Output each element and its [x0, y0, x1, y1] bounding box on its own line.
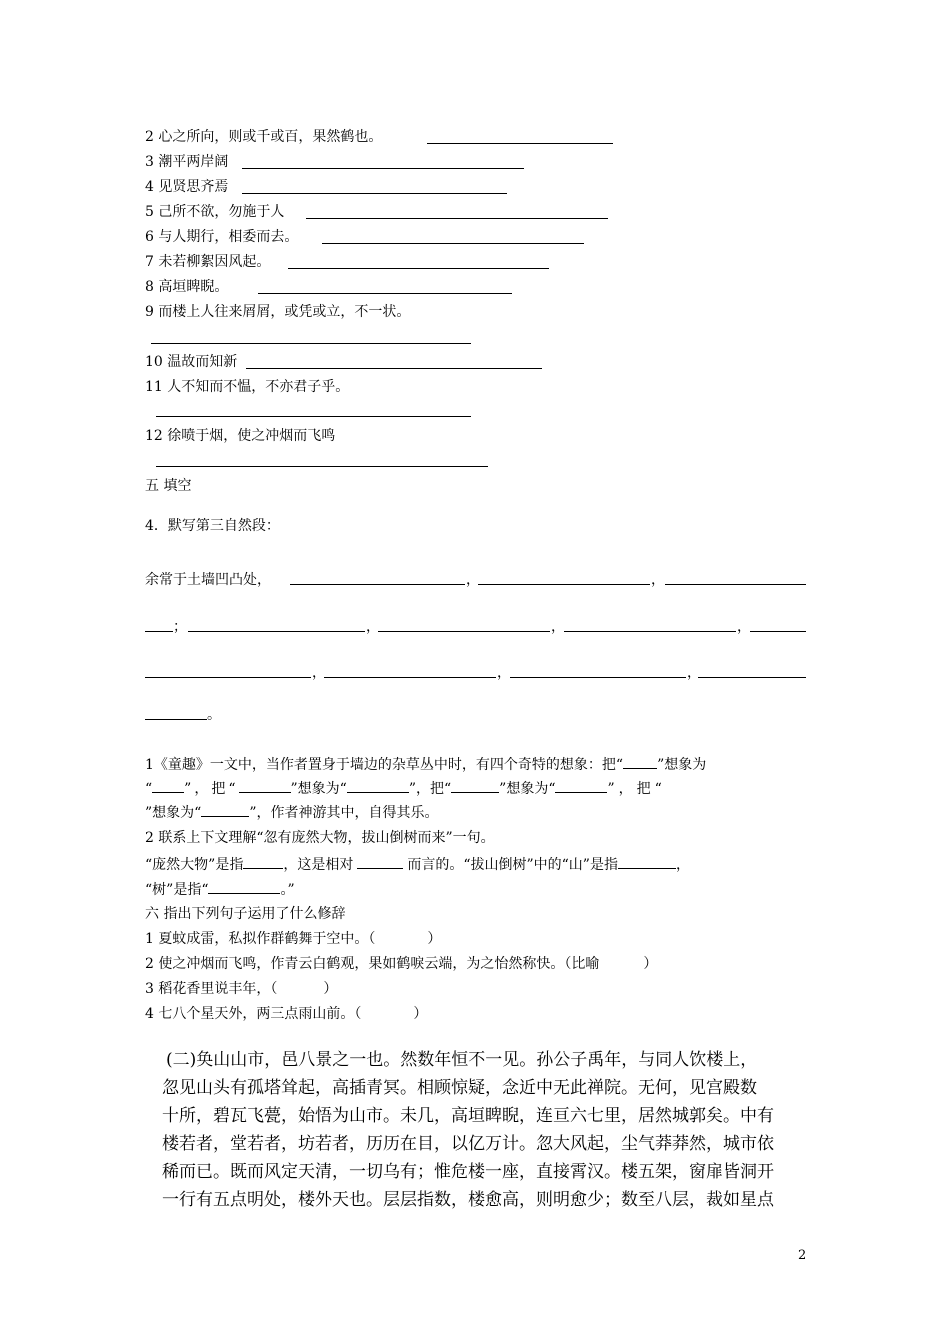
text: ”想象为“: [499, 781, 556, 797]
item-text: 12 徐喷于烟，使之冲烟而飞鸣: [145, 428, 336, 444]
text: 4 七八个星天外，两三点雨山前。（: [145, 1006, 362, 1022]
rhetoric-answer[interactable]: 比喻: [571, 956, 600, 972]
translate-item-12: [145, 426, 335, 446]
dictation-blank[interactable]: [324, 677, 496, 678]
answer-line[interactable]: [156, 416, 471, 417]
translate-item-6: [145, 227, 298, 247]
text: ）: [323, 981, 338, 997]
text: ”，把“: [607, 781, 666, 797]
answer-line[interactable]: [246, 368, 542, 369]
section-6-title: 六 指出下列句子运用了什么修辞: [145, 906, 346, 922]
fill-blank[interactable]: [239, 778, 291, 793]
rhetoric-item-2: [145, 954, 657, 974]
fill-blank[interactable]: [152, 778, 184, 793]
comma: ，: [651, 572, 665, 588]
text: 1《童趣》一文中，当作者置身于墙边的杂草丛中时，有四个奇特的想象：把“: [145, 757, 624, 773]
text: ）: [643, 956, 658, 972]
dictation-blank[interactable]: [145, 719, 207, 720]
dictation-blank[interactable]: [698, 677, 806, 678]
rhetoric-item-4: [145, 1004, 427, 1024]
text: ）: [427, 931, 442, 947]
item-text: 4 见贤思齐焉: [145, 179, 229, 195]
item-text: 2 心之所向，则或千或百，果然鹤也。: [145, 129, 383, 145]
translate-item-11: [145, 377, 349, 397]
translate-item-2: [145, 127, 382, 147]
answer-line[interactable]: [322, 243, 584, 244]
fill-blank[interactable]: [243, 854, 283, 869]
dictation-blank[interactable]: [145, 631, 173, 632]
answer-line[interactable]: [151, 343, 471, 344]
text: ，: [675, 857, 690, 873]
answer-line[interactable]: [258, 293, 512, 294]
text: ，这是相对: [283, 857, 354, 873]
dictation-blank[interactable]: [665, 584, 806, 585]
passage-line-5: 稀而已。既而风定天清，一切乌有；惟危楼一座，直接霄汉。楼五架，窗扉皆洞开: [162, 1162, 774, 1182]
text: ”，作者神游其中，自得其乐。: [249, 805, 439, 821]
text: 3 稻花香里说丰年，（: [145, 981, 278, 997]
item-text: 9 而楼上人往来屑屑，或凭或立，不一状。: [145, 304, 411, 320]
comma: ，: [366, 619, 380, 635]
comma: ，: [312, 665, 326, 681]
fill-blank[interactable]: [347, 778, 409, 793]
text: ”想象为“: [145, 805, 202, 821]
comma: ，: [551, 619, 565, 635]
fill-blank[interactable]: [623, 754, 657, 769]
translate-item-7: [145, 252, 270, 272]
dictation-blank[interactable]: [145, 677, 311, 678]
fill-q2-line-3: [145, 879, 295, 900]
text: ）: [413, 1006, 428, 1022]
dictation-blank[interactable]: [564, 631, 736, 632]
comma: ，: [687, 665, 701, 681]
text: “树”是指“: [145, 882, 209, 898]
item-text: 5 己所不欲，勿施于人: [145, 204, 285, 220]
dictation-prompt: 4．默写第三自然段：: [145, 518, 280, 534]
dictation-blank[interactable]: [510, 677, 686, 678]
text: ”想象为: [657, 757, 707, 773]
text: ”，把“: [184, 781, 239, 797]
translate-item-4: [145, 177, 228, 197]
item-text: 6 与人期行，相委而去。: [145, 229, 299, 245]
answer-line[interactable]: [288, 268, 549, 269]
dictation-blank[interactable]: [378, 631, 550, 632]
text: “: [145, 781, 153, 797]
text: “庞然大物”是指: [145, 857, 244, 873]
answer-line[interactable]: [306, 218, 608, 219]
passage-line-4: 楼若者，堂若者，坊若者，历历在目，以亿万计。忽大风起，尘气莽莽然，城市依: [162, 1134, 774, 1154]
answer-line[interactable]: [242, 193, 507, 194]
text: ”，把“: [408, 781, 452, 797]
section-5-title: 五 填空: [145, 478, 192, 494]
fill-q1-line-3: [145, 802, 439, 823]
fill-blank[interactable]: [201, 802, 249, 817]
passage-line-6: 一行有五点明处，楼外天也。层层指数，楼愈高，则明愈少；数至八层，裁如星点: [162, 1190, 774, 1210]
comma: ，: [466, 572, 480, 588]
fill-blank[interactable]: [555, 778, 607, 793]
item-text: 10 温故而知新: [145, 354, 238, 370]
dictation-line-1: [145, 570, 271, 590]
translate-item-5: [145, 202, 284, 222]
fill-blank[interactable]: [208, 879, 280, 894]
comma: ，: [497, 665, 511, 681]
fill-q1-line-1: [145, 754, 706, 775]
dictation-blank[interactable]: [290, 584, 465, 585]
passage-line-3: 十所，碧瓦飞甍，始悟为山市。未几，高垣睥睨，连亘六七里，居然城郭矣。中有: [162, 1106, 774, 1126]
rhetoric-item-1: [145, 929, 441, 949]
item-text: 7 未若柳絮因风起。: [145, 254, 271, 270]
item-text: 3 潮平两岸阔: [145, 154, 229, 170]
dictation-blank[interactable]: [478, 584, 650, 585]
translate-item-8: [145, 277, 228, 297]
dictation-blank[interactable]: [750, 631, 806, 632]
answer-line[interactable]: [156, 466, 488, 467]
fill-blank[interactable]: [618, 854, 676, 869]
fill-q2-line-1: 2 联系上下文理解“忽有庞然大物，拔山倒树而来”一句。: [145, 830, 495, 846]
page-number: 2: [798, 1248, 807, 1263]
text: 2 使之冲烟而飞鸣，作青云白鹤观，果如鹤唳云端，为之怡然称快。（: [145, 956, 572, 972]
dictation-end: 。: [207, 707, 221, 723]
rhetoric-item-3: [145, 979, 337, 999]
fill-q2-line-2: [145, 854, 690, 875]
fill-q1-line-2: [145, 778, 666, 799]
text: 。”: [280, 882, 295, 898]
translate-item-9: [145, 302, 410, 322]
translate-item-3: [145, 152, 228, 172]
dictation-blank[interactable]: [188, 631, 365, 632]
text: 1 夏蚊成雷，私拟作群鹤舞于空中。（: [145, 931, 376, 947]
text: ”想象为“: [290, 781, 347, 797]
answer-line[interactable]: [427, 143, 613, 144]
fill-blank[interactable]: [451, 778, 499, 793]
comma: ，: [737, 619, 751, 635]
translate-item-10: [145, 352, 237, 372]
dictation-start-text: 余常于土墙凹凸处，: [145, 572, 271, 588]
passage-line-1: (二)奂山山市，邑八景之一也。然数年恒不一见。孙公子禹年，与同人饮楼上，: [166, 1050, 758, 1070]
fill-blank[interactable]: [357, 854, 403, 869]
text: 而言的。“拔山倒树”中的“山”是指: [407, 857, 618, 873]
semicolon: ；: [173, 619, 187, 635]
item-text: 8 高垣睥睨。: [145, 279, 229, 295]
passage-line-2: 忽见山头有孤塔耸起，高插青冥。相顾惊疑，念近中无此禅院。无何，见宫殿数: [162, 1078, 757, 1098]
item-text: 11 人不知而不愠，不亦君子乎。: [145, 379, 350, 395]
answer-line[interactable]: [242, 168, 524, 169]
